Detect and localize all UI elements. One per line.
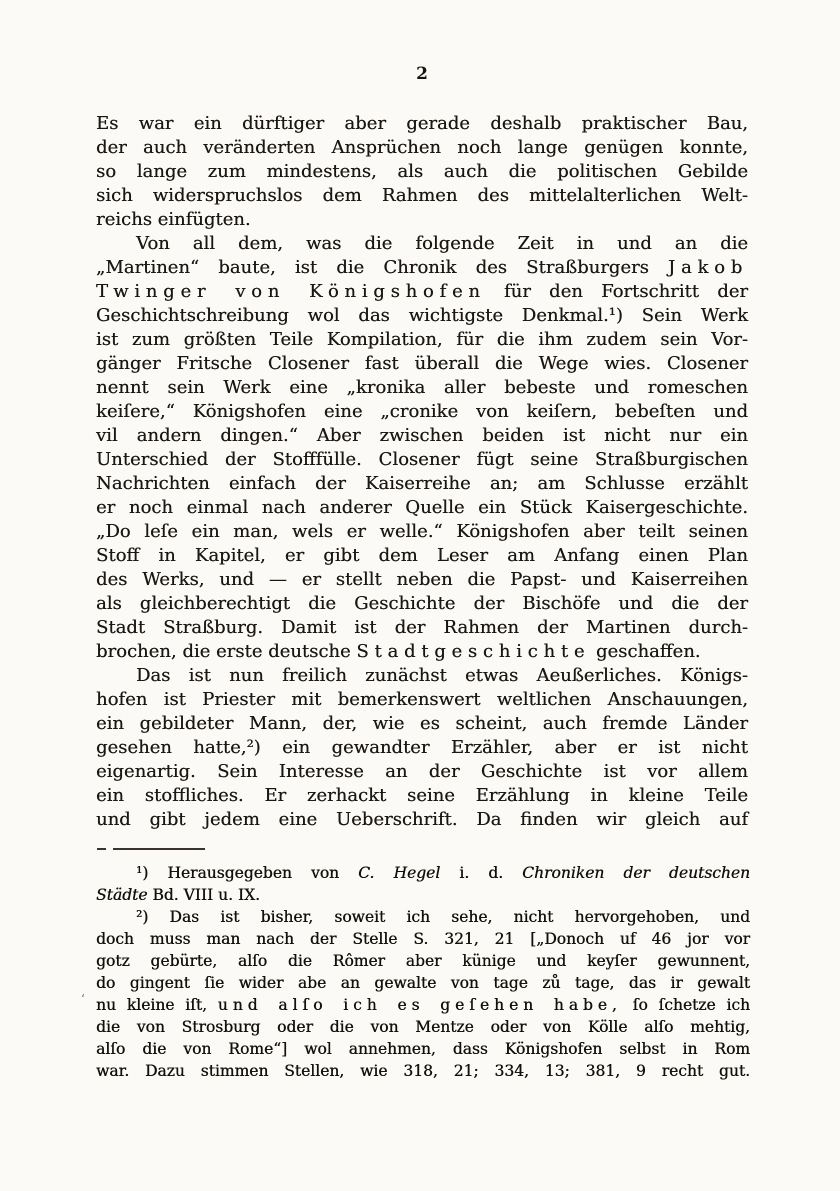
- text-segment: Stoff in Kapitel, er gibt dem Leser am Anfang einen Plan: [96, 545, 748, 566]
- text-segment: sich widerspruchslos dem Rahmen des mittelalterlichen Welt-: [96, 185, 748, 206]
- text-segment: nennt sein Werk eine „kronika aller bebeste und romeschen: [96, 377, 748, 398]
- text-line: [96, 520, 748, 544]
- text-line: [96, 280, 748, 304]
- text-line: [96, 928, 750, 950]
- text-line: [96, 640, 748, 664]
- text-segment: ein gebildeter Mann, der, wie es scheint, auch fremde Länder: [96, 713, 748, 734]
- page-number: 2: [416, 64, 428, 84]
- text-segment: hofen ist Priester mit bemerkenswert weltlichen Anschauungen,: [96, 689, 748, 710]
- text-segment: brochen, die erste deutsche: [96, 641, 357, 662]
- text-segment: gotz gebürte, alſo die Rômer aber künige und keyſer gewunnent,: [96, 952, 750, 970]
- italic-text: C. Hegel: [358, 864, 441, 882]
- text-line: [96, 688, 748, 712]
- text-line: [96, 884, 750, 906]
- letterspaced-text: und alſo ich es geſehen habe,: [217, 996, 622, 1014]
- text-line: [96, 376, 748, 400]
- text-line: [96, 736, 748, 760]
- text-line: [96, 448, 748, 472]
- text-line: [96, 994, 750, 1016]
- text-segment: vil andern dingen.“ Aber zwischen beiden ist nicht nur ein: [96, 425, 748, 446]
- text-segment: gesehen hatte,²) ein gewandter Erzähler, aber er ist nicht: [96, 737, 748, 758]
- text-line: [96, 184, 748, 208]
- letterspaced-text: Jakob: [667, 257, 748, 278]
- text-segment: „Martinen“ baute, ist die Chronik des Straßburgers: [96, 257, 668, 278]
- text-line: [96, 472, 748, 496]
- text-segment: geschaffen.: [590, 641, 701, 662]
- text-line: [96, 544, 748, 568]
- text-segment: „Do leſe ein man, wels er welle.“ Königshofen aber teilt seinen: [96, 521, 748, 542]
- text-line: [96, 352, 748, 376]
- text-segment: der auch veränderten Ansprüchen noch lange genügen konnte,: [96, 137, 748, 158]
- text-segment: ſo ſchetze ich: [621, 996, 750, 1014]
- text-segment: do gingent ſie wider abe an gewalte von tage zů tage, das ir gewalt: [96, 974, 750, 992]
- separator-rule: [113, 848, 205, 850]
- text-segment: Stadt Straßburg. Damit ist der Rahmen der Martinen durch-: [96, 617, 748, 638]
- footnotes: [96, 862, 750, 1082]
- text-line: [96, 862, 750, 884]
- letterspaced-text: Twinger von Königshofen: [96, 281, 486, 302]
- text-line: [96, 712, 748, 736]
- text-line: [96, 400, 748, 424]
- text-segment: eigenartig. Sein Interesse an der Geschichte ist vor allem: [96, 761, 748, 782]
- scan-artifact: ‘: [81, 992, 85, 1006]
- text-segment: ¹) Herausgegeben von: [136, 864, 359, 882]
- text-segment: des Werks, und — er stellt neben die Papst- und Kaiserreihen: [96, 569, 748, 590]
- separator-dash: [97, 848, 106, 850]
- text-segment: Es war ein dürftiger aber gerade deshalb praktischer Bau,: [96, 113, 748, 134]
- text-line: [96, 424, 748, 448]
- letterspaced-text: Stadtgeschichte: [356, 641, 591, 662]
- text-segment: so lange zum mindestens, als auch die politischen Gebilde: [96, 161, 748, 182]
- text-segment: für den Fortschritt der: [485, 281, 749, 302]
- text-segment: reichs einfügten.: [96, 209, 251, 230]
- text-segment: Unterschied der Stofffülle. Closener fügt seine Straßburgischen: [96, 449, 748, 470]
- text-line: [96, 328, 748, 352]
- text-line: [96, 906, 750, 928]
- text-line: [96, 1060, 750, 1082]
- text-line: [96, 256, 748, 280]
- text-line: [96, 568, 748, 592]
- text-line: [96, 972, 750, 994]
- footnote-separator: [97, 848, 217, 851]
- text-segment: alſo die von Rome“] wol annehmen, dass Königshofen selbst in Rom: [96, 1040, 750, 1058]
- text-segment: Das ist nun freilich zunächst etwas Aeußerliches. Königs-: [136, 665, 748, 686]
- text-line: [96, 1038, 750, 1060]
- text-segment: ist zum größten Teile Kompilation, für die ihm zudem sein Vor-: [96, 329, 748, 350]
- text-line: [96, 1016, 750, 1038]
- text-line: [96, 136, 748, 160]
- text-segment: und gibt jedem eine Ueberschrift. Da finden wir gleich auf: [96, 809, 748, 830]
- text-segment: gänger Fritsche Closener fast überall die Wege wies. Closener: [96, 353, 748, 374]
- text-line: [96, 112, 748, 136]
- text-segment: Von all dem, was die folgende Zeit in und an die: [136, 233, 748, 254]
- text-segment: war. Dazu stimmen Stellen, wie 318, 21; 334, 13; 381, 9 recht gut.: [96, 1062, 750, 1080]
- text-segment: die von Strosburg oder die von Mentze oder von Kölle alſo mehtig,: [96, 1018, 750, 1036]
- text-segment: ²) Das ist bisher, soweit ich sehe, nicht hervorgehoben, und: [136, 908, 750, 926]
- text-segment: i. d.: [440, 864, 523, 882]
- text-line: [96, 616, 748, 640]
- text-segment: nu kleine iſt,: [96, 996, 218, 1014]
- text-line: [96, 304, 748, 328]
- italic-text: Chroniken der deutschen: [522, 864, 750, 882]
- text-segment: als gleichberechtigt die Geschichte der Bischöfe und die der: [96, 593, 748, 614]
- text-line: [96, 808, 748, 832]
- text-line: [96, 664, 748, 688]
- text-segment: Geschichtschreibung wol das wichtigste Denkmal.¹) Sein Werk: [96, 305, 748, 326]
- text-segment: doch muss man nach der Stelle S. 321, 21 [„Donoch uf 46 jor vor: [96, 930, 750, 948]
- text-line: [96, 784, 748, 808]
- text-segment: er noch einmal nach anderer Quelle ein Stück Kaisergeschichte.: [96, 497, 748, 518]
- text-segment: keiſere,“ Königshofen eine „cronike von keiſern, bebeſten und: [96, 401, 748, 422]
- italic-text: Städte: [96, 886, 148, 904]
- text-line: [96, 160, 748, 184]
- text-line: [96, 232, 748, 256]
- text-line: [96, 950, 750, 972]
- text-line: [96, 208, 748, 232]
- text-line: [96, 496, 748, 520]
- text-line: [96, 592, 748, 616]
- body-text: [96, 112, 748, 832]
- text-segment: Nachrichten einfach der Kaiserreihe an; am Schlusse erzählt: [96, 473, 748, 494]
- text-segment: ein stoffliches. Er zerhackt seine Erzählung in kleine Teile: [96, 785, 748, 806]
- text-segment: Bd. VIII u. IX.: [147, 886, 260, 904]
- text-line: [96, 760, 748, 784]
